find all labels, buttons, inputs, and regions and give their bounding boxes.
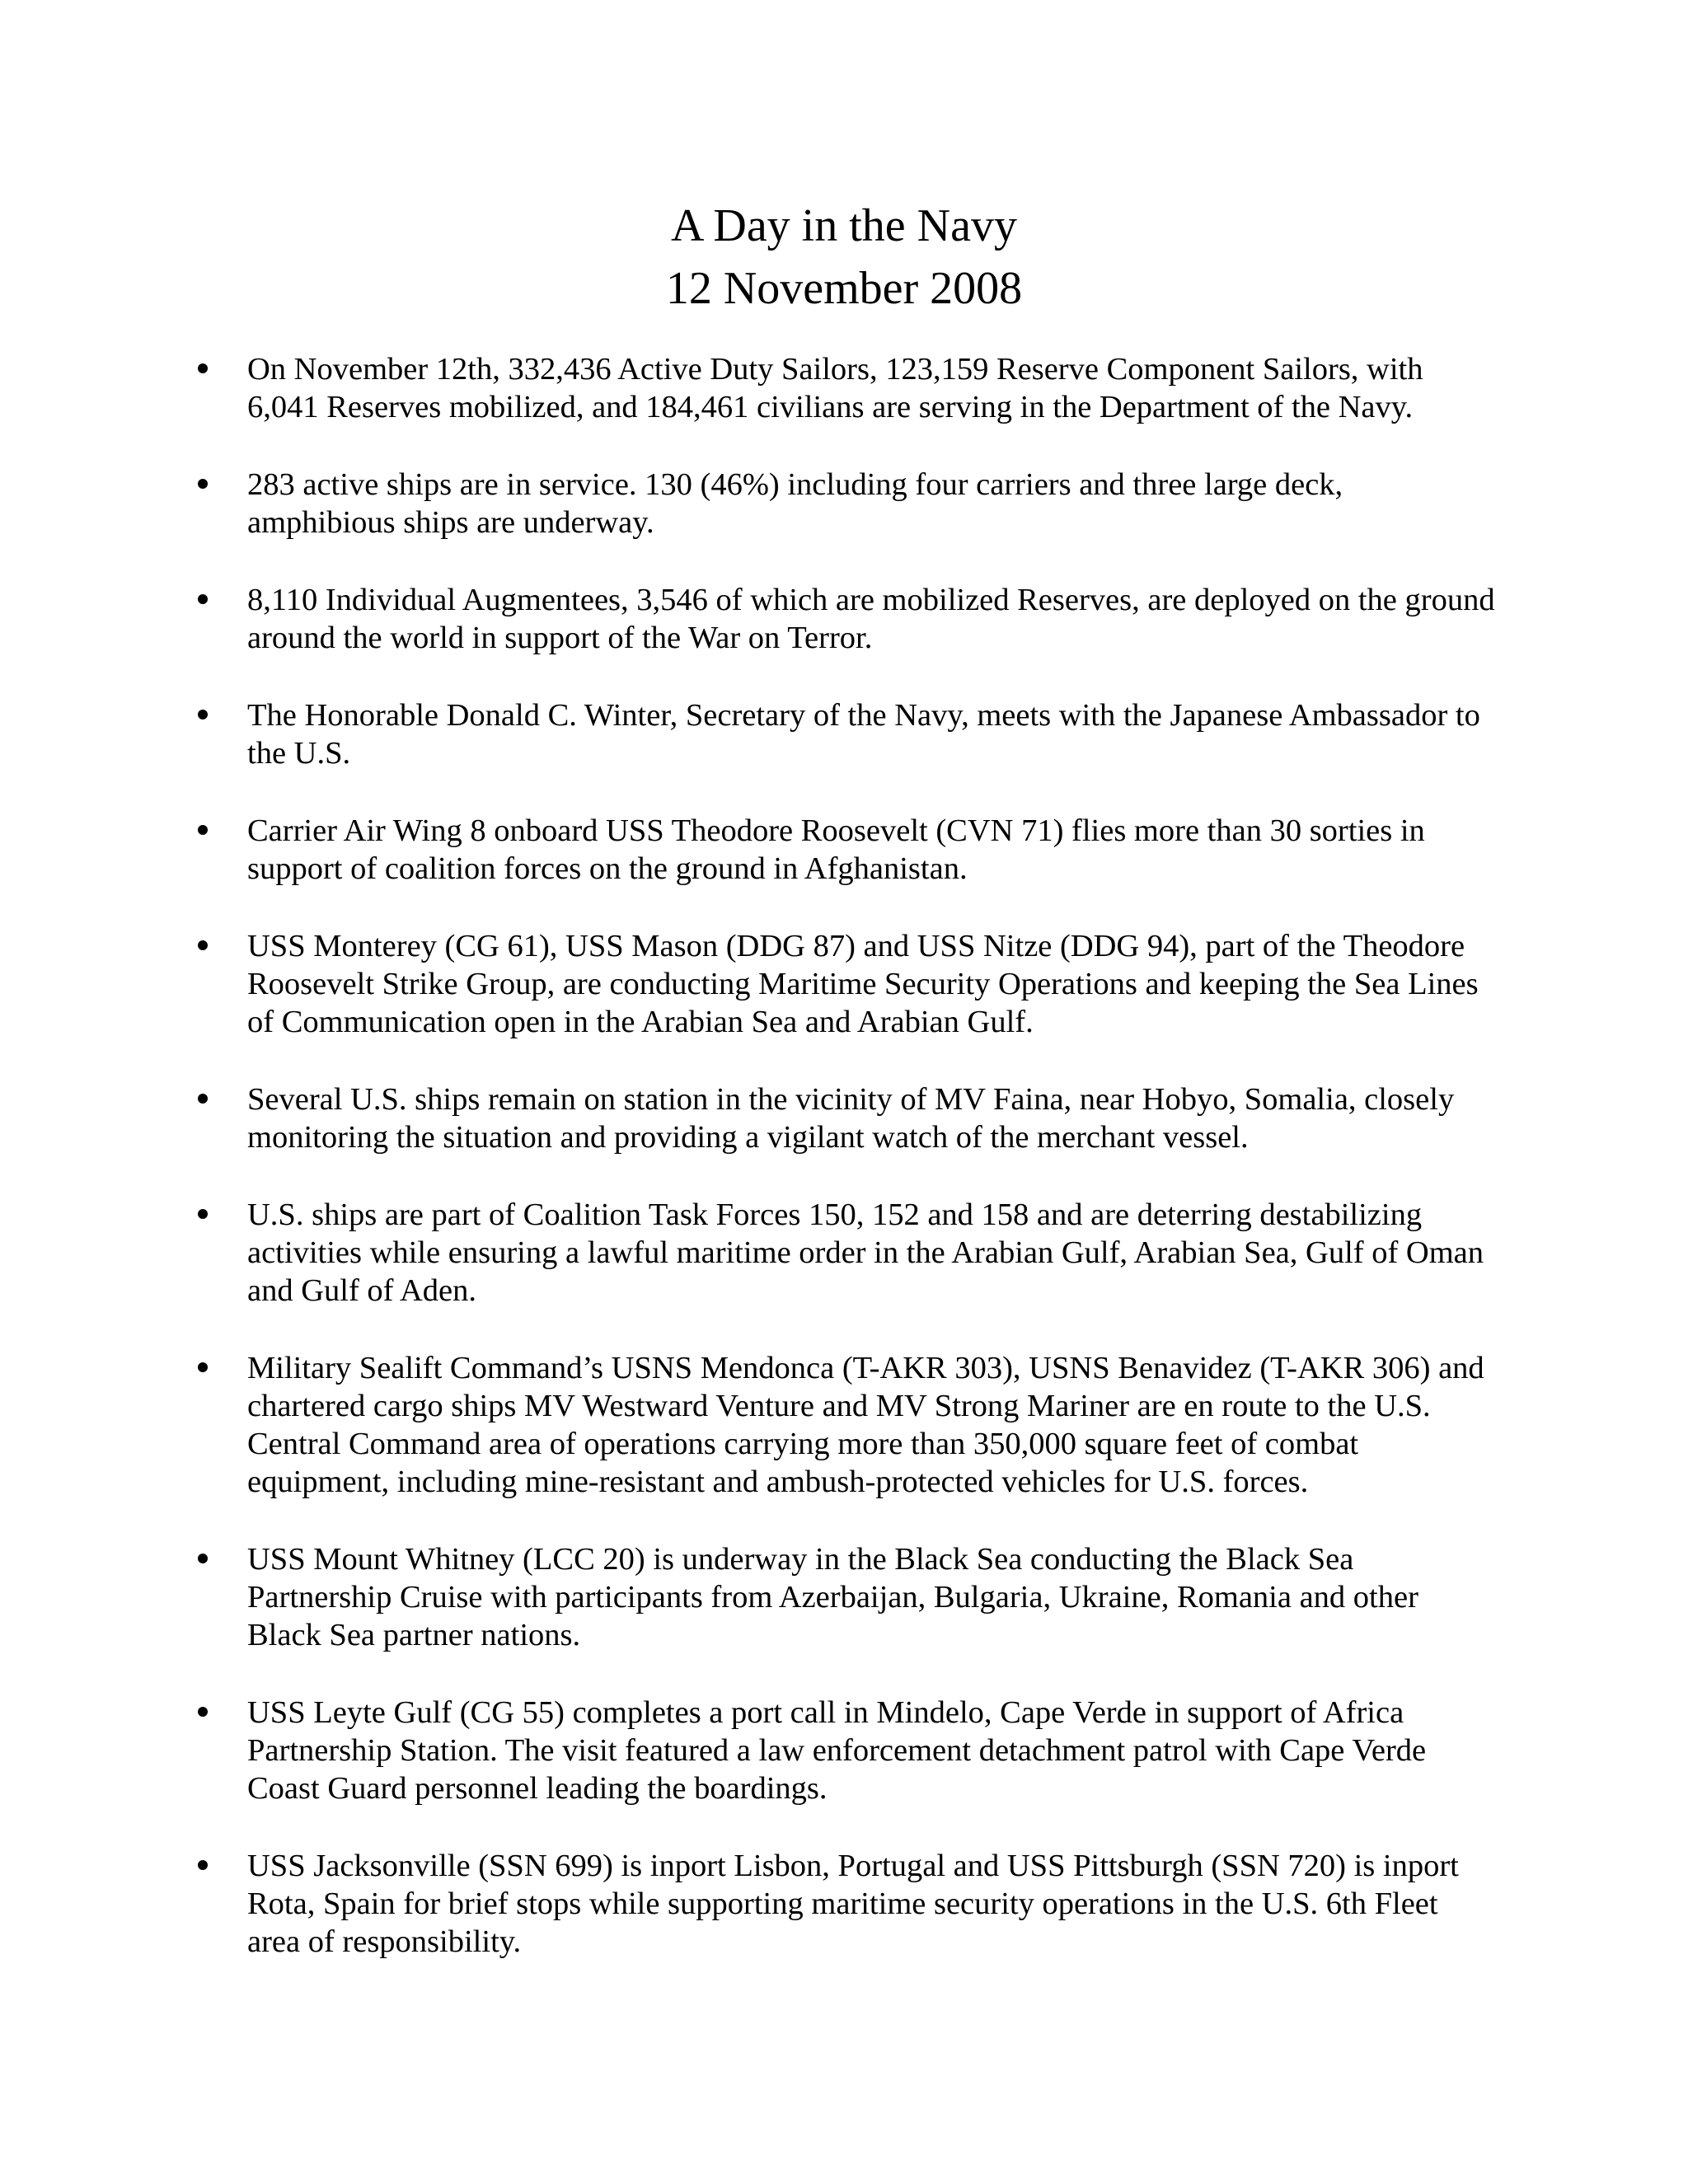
bullet-icon bbox=[198, 1860, 208, 1870]
bullet-text: Carrier Air Wing 8 onboard USS Theodore Roosevelt (CVN 71) flies more than 30 sorties in support of coalition forces on the ground in Afghanistan. bbox=[247, 813, 1425, 886]
bullet-text: Several U.S. ships remain on station in the vicinity of MV Faina, near Hobyo, Somalia, closely monitoring the situation and providing a vigilant watch of the merchant vessel. bbox=[247, 1082, 1455, 1155]
title-date: 12 November 2008 bbox=[665, 263, 1023, 314]
bullet-item-mv-faina bbox=[196, 1080, 1498, 1156]
bullet-text: USS Monterey (CG 61), USS Mason (DDG 87) and USS Nitze (DDG 94), part of the Theodore Roosevelt Strike Group, are conducting Maritime Security Operations and keeping the Sea Lines of Communication open in the Arabian Sea and Arabian Gulf. bbox=[247, 929, 1479, 1039]
document-title bbox=[0, 194, 1688, 320]
bullet-text: On November 12th, 332,436 Active Duty Sailors, 123,159 Reserve Component Sailors, with 6,041 Reserves mobilized, and 184,461 civilians are serving in the Department of the Navy. bbox=[247, 352, 1423, 424]
bullet-item-air-wing bbox=[196, 812, 1498, 888]
title-heading: A Day in the Navy bbox=[671, 200, 1017, 251]
bullet-item-sealift bbox=[196, 1349, 1498, 1501]
bullet-text: 8,110 Individual Augmentees, 3,546 of which are mobilized Reserves, are deployed on the ground around the world in support of the War on Terror. bbox=[247, 583, 1495, 655]
bullet-icon bbox=[198, 710, 208, 719]
bullet-item-mount-whitney bbox=[196, 1540, 1498, 1654]
bullet-icon bbox=[198, 1209, 208, 1219]
bullet-text: USS Jacksonville (SSN 699) is inport Lisbon, Portugal and USS Pittsburgh (SSN 720) is inport Rota, Spain for brief stops while supporting maritime security operations in the U.S. 6th Fleet area of responsibility. bbox=[247, 1849, 1459, 1959]
bullet-text: The Honorable Donald C. Winter, Secretary of the Navy, meets with the Japanese Ambassador to the U.S. bbox=[247, 698, 1480, 771]
bullet-icon bbox=[198, 479, 208, 489]
bullet-icon bbox=[198, 1362, 208, 1372]
bullet-icon bbox=[198, 1554, 208, 1563]
bullet-icon bbox=[198, 940, 208, 950]
bullet-icon bbox=[198, 594, 208, 604]
bullet-text: U.S. ships are part of Coalition Task Forces 150, 152 and 158 and are deterring destabilizing activities while ensuring a lawful maritime order in the Arabian Gulf, Arabian Sea, Gulf of Oman and Gulf of Aden. bbox=[247, 1197, 1484, 1308]
bullet-item-task-forces bbox=[196, 1196, 1498, 1310]
bullet-icon bbox=[198, 1094, 208, 1104]
bullet-icon bbox=[198, 1707, 208, 1717]
bullet-item-strike-group bbox=[196, 927, 1498, 1041]
bullet-item-leyte-gulf bbox=[196, 1694, 1498, 1807]
bullet-item-augmentees bbox=[196, 581, 1498, 657]
bullet-item-ships bbox=[196, 466, 1498, 541]
bullet-text: 283 active ships are in service. 130 (46%) including four carriers and three large deck, amphibious ships are underway. bbox=[247, 467, 1343, 540]
bullet-item-submarines bbox=[196, 1847, 1498, 1961]
bullet-item-secnav bbox=[196, 696, 1498, 772]
bullet-list bbox=[196, 350, 1498, 2000]
bullet-text: Military Sealift Command’s USNS Mendonca (T-AKR 303), USNS Benavidez (T-AKR 306) and chartered cargo ships MV Westward Venture and MV Strong Mariner are en route to the U.S. Central Command area of operations carrying more than 350,000 square feet of combat equipment, including mine-resistant and ambush-protected vehicles for U.S. forces. bbox=[247, 1351, 1484, 1499]
bullet-text: USS Mount Whitney (LCC 20) is underway in the Black Sea conducting the Black Sea Partnership Cruise with participants from Azerbaijan, Bulgaria, Ukraine, Romania and other Black Sea partner nations. bbox=[247, 1542, 1418, 1652]
bullet-icon bbox=[198, 363, 208, 373]
bullet-icon bbox=[198, 825, 208, 835]
bullet-text: USS Leyte Gulf (CG 55) completes a port call in Mindelo, Cape Verde in support of Africa Partnership Station. The visit featured a law enforcement detachment patrol with Cape Verde Coast Guard personnel leading the boardings. bbox=[247, 1695, 1427, 1806]
bullet-item-personnel bbox=[196, 350, 1498, 426]
